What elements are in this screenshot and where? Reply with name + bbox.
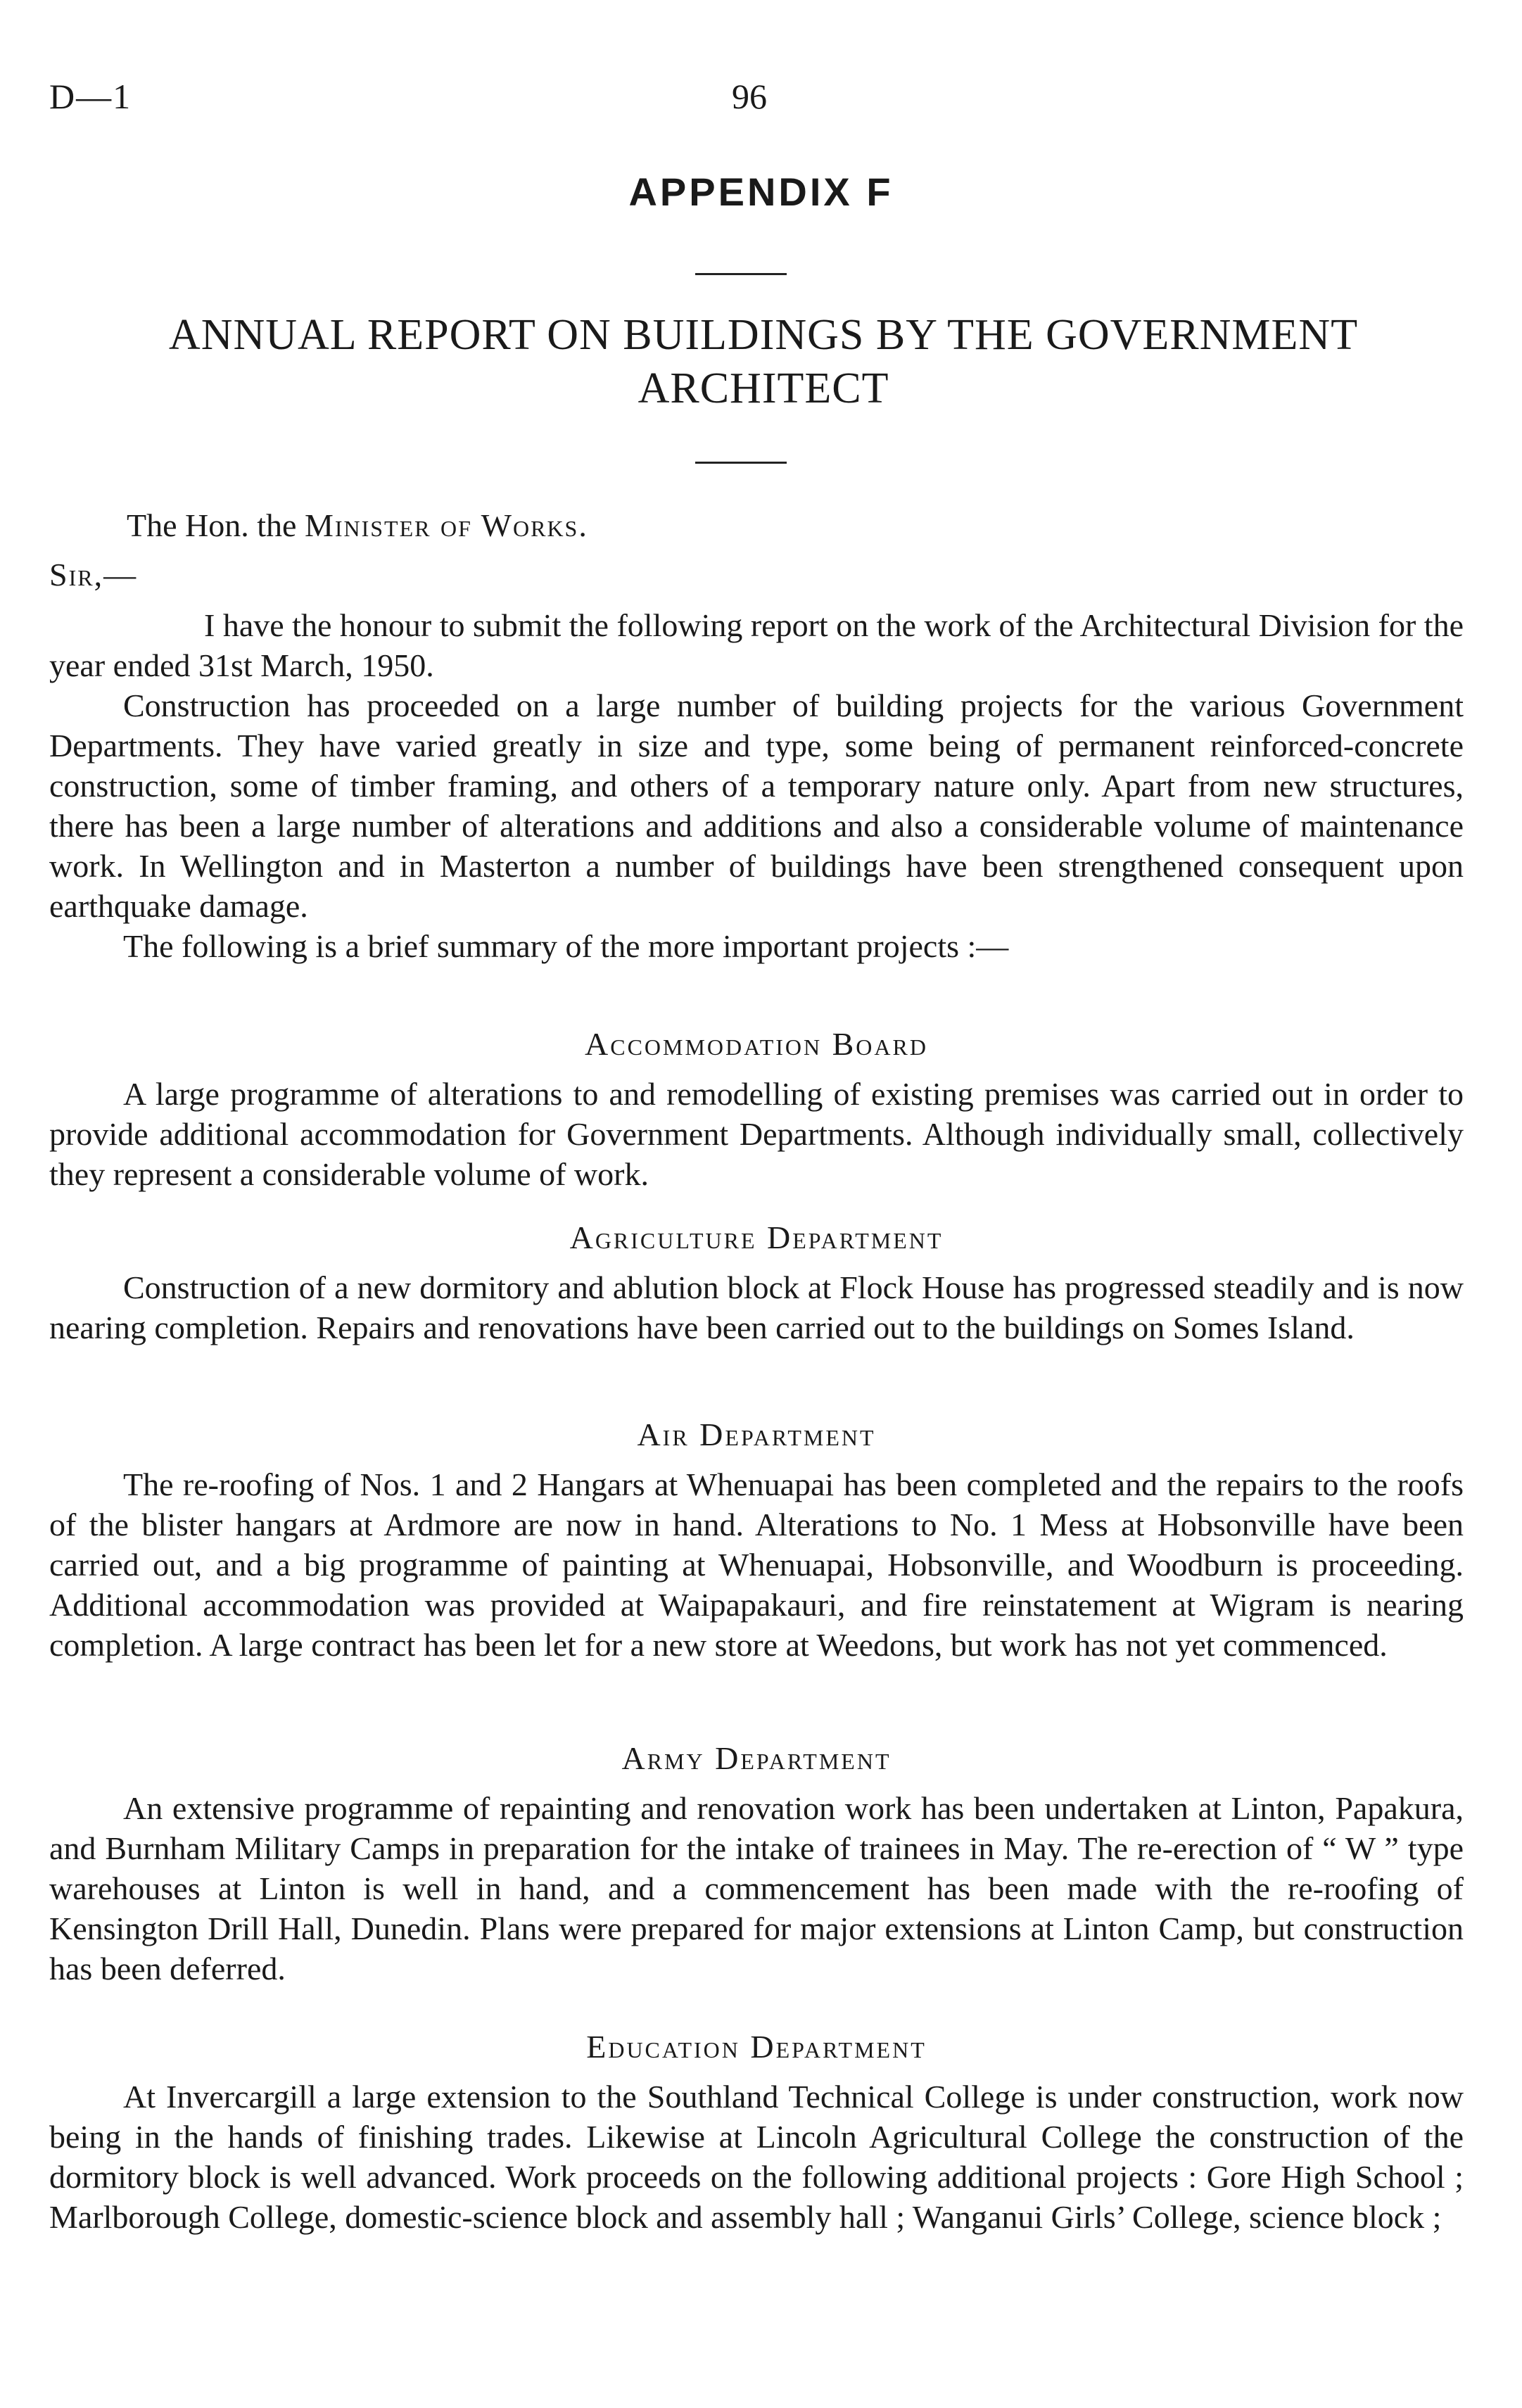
section-heading: Army Department [621,1740,892,1776]
section-agriculture-department [49,1217,1464,1348]
section-heading: Agriculture Department [569,1219,944,1255]
section-education-department [49,2027,1464,2237]
appendix-heading: APPENDIX F [628,170,894,214]
intro-body [49,605,1464,966]
section-air-department [49,1414,1464,1665]
section-heading: Accommodation Board [585,1026,928,1062]
section-paragraph: At Invercargill a large extension to the Southland Technical College is under construction, work now being in the hands of finishing trades. Likewise at Lincoln Agricultural College the construction of the dormitory block is well advanced. Work proceeds on the following additional projects : Gore High School ; Marlborough College, domestic-science block and assembly hall ; Wanganui Girls’ College, science block ; [49,2079,1464,2235]
addressee-prefix: The Hon. the [127,507,305,543]
addressee-name: Minister of Works. [304,507,588,543]
divider-rule [695,462,787,464]
report-title [56,308,1471,415]
page-number: 96 [732,77,767,116]
report-title-line-1: ANNUAL REPORT ON BUILDINGS BY THE GOVERNMENT [168,311,1359,359]
section-paragraph: A large programme of alterations to and remodelling of existing premises was carried out in order to provide additional accommodation for Government Departments. Although individually small, collectively they represent a considerable volume of work. [49,1076,1464,1192]
intro-paragraph: Construction has proceeded on a large number of building projects for the various Government Departments. They have varied greatly in size and type, some being of permanent reinforced-concrete construction, some of timber framing, and others of a temporary nature only. Apart from new structures, there has been a large number of alterations and additions and also a considerable volume of maintenance work. In Wellington and in Masterton a number of buildings have been strengthened consequent upon earthquake damage. [49,687,1464,924]
salutation: Sir,— [49,557,138,593]
intro-paragraph: I have the honour to submit the following report on the work of the Architectural Division for the year ended 31st March, 1950. [49,607,1464,683]
section-army-department [49,1738,1464,1989]
section-heading: Education Department [586,2029,927,2065]
addressee [127,507,588,544]
section-paragraph: An extensive programme of repainting and renovation work has been undertaken at Linton, Papakura, and Burnham Military Camps in preparation for the intake of trainees in May. The re-erection of “ W ” type warehouses at Linton is well in hand, and a commencement has been made with the re-roofing of Kensington Drill Hall, Dunedin. Plans were prepared for major extensions at Linton Camp, but construction has been deferred. [49,1790,1464,1986]
document-reference: D—1 [49,77,132,116]
divider-rule [695,273,787,275]
section-paragraph: The re-roofing of Nos. 1 and 2 Hangars at Whenuapai has been completed and the repairs to the roofs of the blister hangars at Ardmore are now in hand. Alterations to No. 1 Mess at Hobsonville have been carried out, and a big programme of painting at Whenuapai, Hobsonville, and Woodburn is proceeding. Additional accommodation was provided at Waipapakauri, and fire reinstatement at Wigram is nearing completion. A large contract has been let for a new store at Weedons, but work has not yet commenced. [49,1466,1464,1663]
section-paragraph: Construction of a new dormitory and ablution block at Flock House has progressed steadily and is now nearing completion. Repairs and renovations have been carried out to the buildings on Somes Island. [49,1269,1464,1345]
section-accommodation-board [49,1024,1464,1194]
report-title-line-2: ARCHITECT [638,365,889,412]
intro-paragraph: The following is a brief summary of the more important projects :— [123,928,1009,964]
section-heading: Air Department [637,1417,876,1452]
